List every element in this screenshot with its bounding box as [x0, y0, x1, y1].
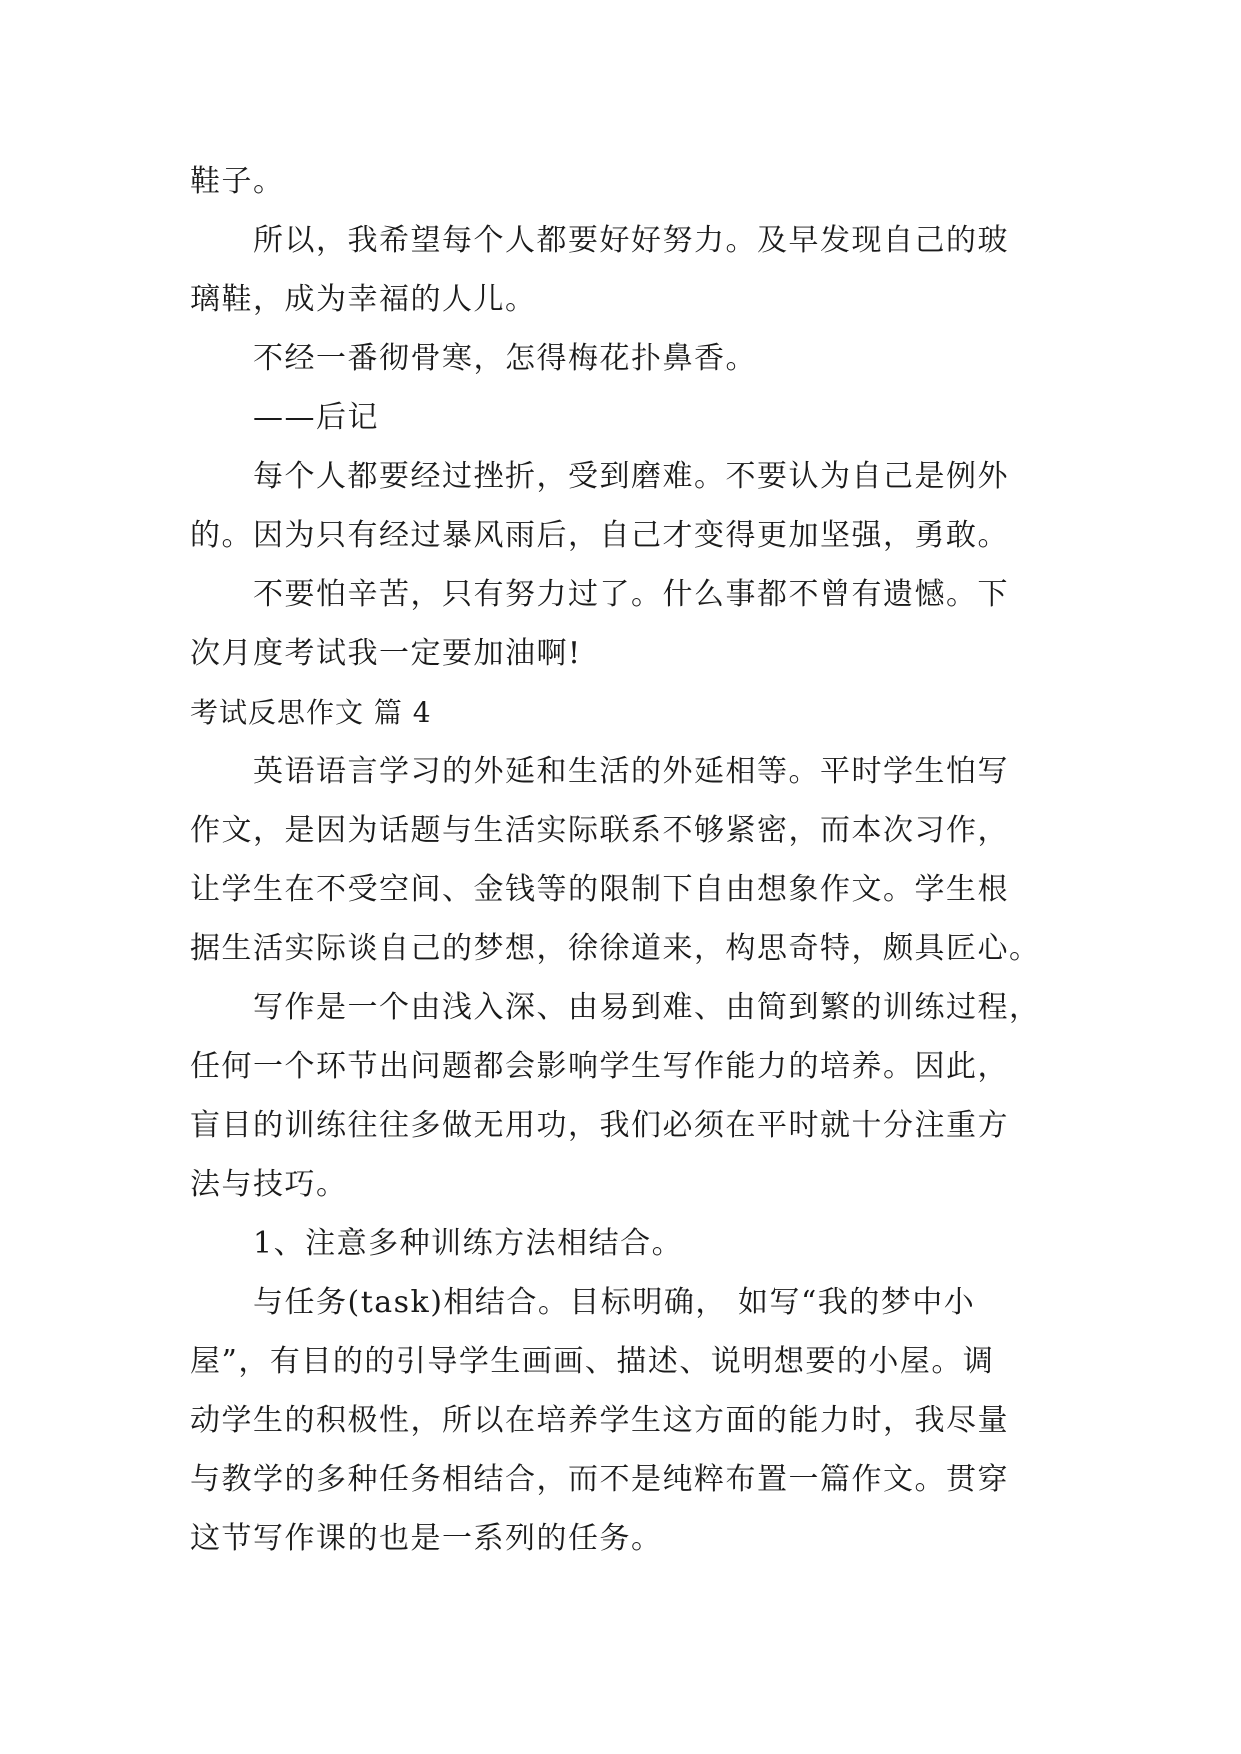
text-line: 每个人都要经过挫折，受到磨难。不要认为自己是例外 — [253, 459, 1009, 494]
text-line: 动学生的积极性，所以在培养学生这方面的能力时，我尽量 — [190, 1403, 1009, 1438]
text-line: 的。因为只有经过暴风雨后，自己才变得更加坚强，勇敢。 — [190, 518, 1009, 553]
document-body — [190, 152, 1060, 1568]
paragraph — [190, 565, 1060, 683]
paragraph — [190, 211, 1060, 329]
text-line: ——后记 — [253, 400, 379, 435]
text-line: 与教学的多种任务相结合，而不是纯粹布置一篇作文。贯穿 — [190, 1462, 1009, 1497]
text-line: 1、注意多种训练方法相结合。 — [253, 1226, 684, 1261]
text-line: 不要怕辛苦，只有努力过了。什么事都不曾有遗憾。下 — [253, 577, 1009, 612]
text-line: 次月度考试我一定要加油啊! — [190, 636, 582, 671]
text-line: 不经一番彻骨寒，怎得梅花扑鼻香。 — [253, 341, 757, 376]
text-line: 这节写作课的也是一系列的任务。 — [190, 1521, 663, 1556]
paragraph — [190, 152, 1060, 211]
text-line: 盲目的训练往往多做无用功，我们必须在平时就十分注重方 — [190, 1108, 1009, 1143]
text-line: 法与技巧。 — [190, 1167, 348, 1202]
section-heading — [190, 683, 1060, 742]
text-line: 写作是一个由浅入深、由易到难、由简到繁的训练过程， — [253, 990, 1041, 1025]
heading-text: 考试反思作文 篇 4 — [190, 696, 432, 729]
paragraph — [190, 388, 1060, 447]
text-line: 屋”，有目的的引导学生画画、描述、说明想要的小屋。调 — [190, 1344, 995, 1379]
text-line: 任何一个环节出问题都会影响学生写作能力的培养。因此， — [190, 1049, 1009, 1084]
paragraph — [190, 447, 1060, 565]
paragraph — [190, 1273, 1060, 1568]
text-line: 与任务(task)相结合。目标明确， 如写“我的梦中小 — [253, 1285, 976, 1320]
text-line: 作文，是因为话题与生活实际联系不够紧密，而本次习作， — [190, 813, 1009, 848]
paragraph — [190, 329, 1060, 388]
text-line: 所以，我希望每个人都要好好努力。及早发现自己的玻 — [253, 223, 1009, 258]
paragraph — [190, 742, 1060, 978]
text-line: 据生活实际谈自己的梦想，徐徐道来，构思奇特，颇具匠心。 — [190, 931, 1041, 966]
text-line: 让学生在不受空间、金钱等的限制下自由想象作文。学生根 — [190, 872, 1009, 907]
text-line: 璃鞋，成为幸福的人儿。 — [190, 282, 537, 317]
text-line: 鞋子。 — [190, 164, 285, 199]
paragraph — [190, 1214, 1060, 1273]
paragraph — [190, 978, 1060, 1214]
text-line: 英语语言学习的外延和生活的外延相等。平时学生怕写 — [253, 754, 1009, 789]
